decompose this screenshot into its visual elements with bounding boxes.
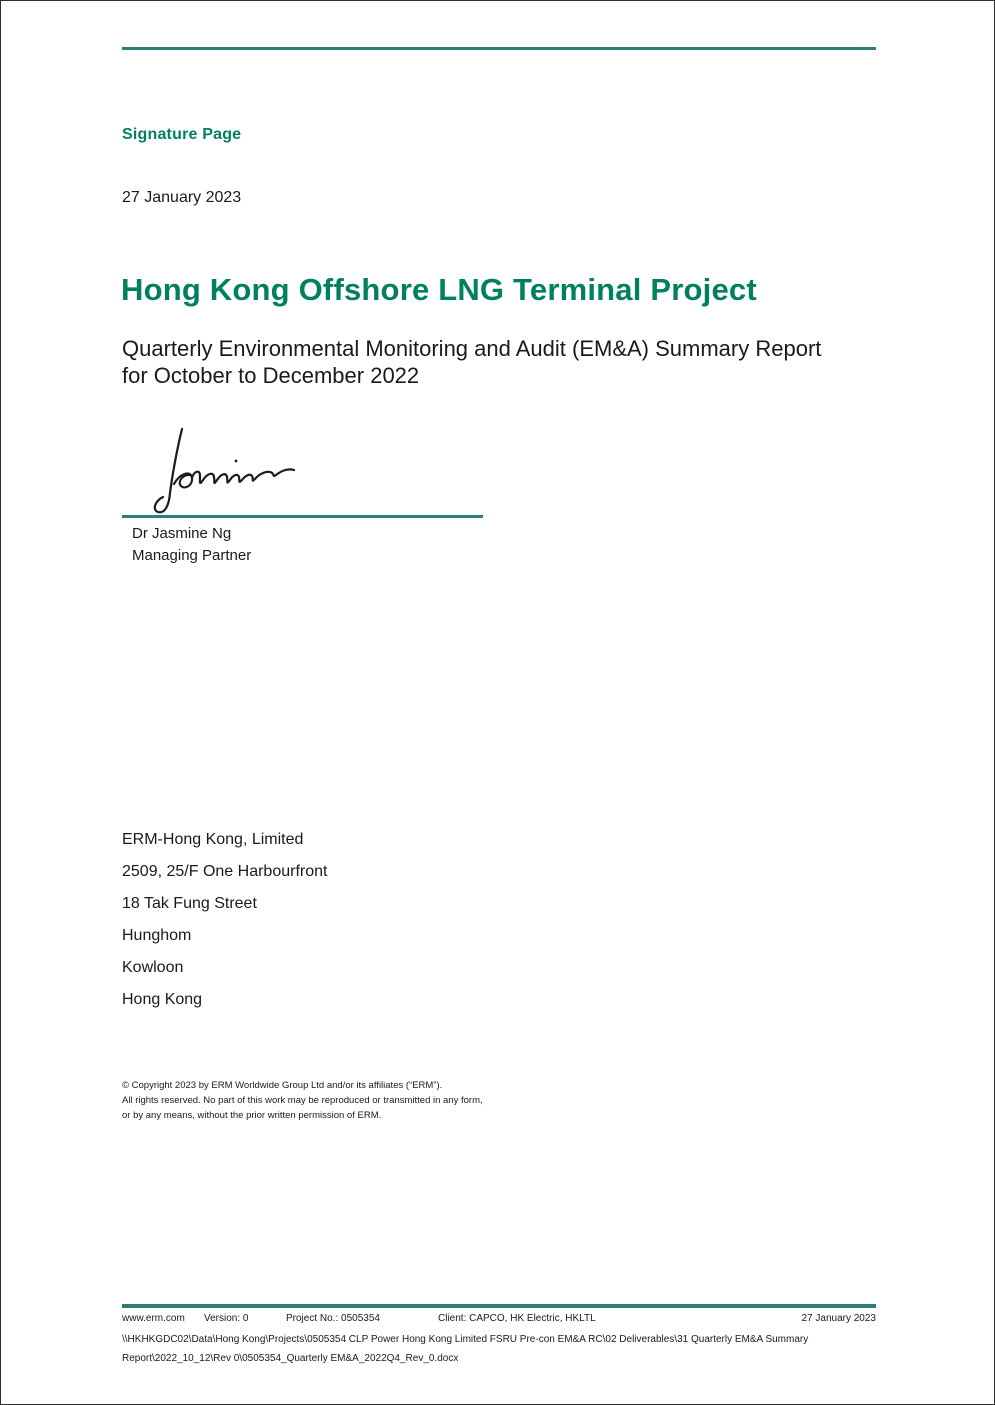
address-line-suite: 2509, 25/F One Harbourfront (122, 863, 328, 880)
address-line-company: ERM-Hong Kong, Limited (122, 831, 304, 848)
footer-client: Client: CAPCO, HK Electric, HKLTL (438, 1313, 596, 1324)
footer-file-path: \\HKHKGDC02\Data\Hong Kong\Projects\0505354 CLP Power Hong Kong Limited FSRU Pre-con EM&A RC\02 Deliverables\31 Quarterly EM&A Summary Report\2022_10_12\Rev 0\0505354_Quarterly EM&A_2022Q4_Rev_0.docx (122, 1334, 809, 1364)
copyright-line2: All rights reserved. No part of this work may be reproduced or transmitted in any form, (122, 1095, 483, 1106)
signatory-title: Managing Partner (132, 547, 252, 564)
document-date: 27 January 2023 (122, 189, 242, 206)
footer-rule (122, 1304, 876, 1308)
copyright-line3: or by any means, without the prior written permission of ERM. (122, 1110, 382, 1121)
report-subtitle-line2: for October to December 2022 (122, 363, 420, 388)
copyright-line1: © Copyright 2023 by ERM Worldwide Group Ltd and/or its affiliates (“ERM”). (122, 1080, 443, 1091)
handwritten-signature-image (139, 427, 299, 519)
header-rule (122, 47, 876, 50)
footer-meta-row (122, 1313, 876, 1327)
address-line-street: 18 Tak Fung Street (122, 895, 257, 912)
footer-website-link[interactable]: www.erm.com (122, 1313, 185, 1324)
report-title: Hong Kong Offshore LNG Terminal Project (121, 272, 757, 307)
report-subtitle-line1: Quarterly Environmental Monitoring and Audit (EM&A) Summary Report (122, 336, 822, 361)
company-address (122, 831, 327, 1023)
signature-line-rule (122, 515, 483, 518)
footer-date: 27 January 2023 (801, 1313, 876, 1324)
footer-version: Version: 0 (204, 1313, 249, 1324)
report-subtitle (122, 335, 821, 389)
footer-project-number: Project No.: 0505354 (286, 1313, 380, 1324)
address-line-territory: Hong Kong (122, 991, 203, 1008)
signature-page-heading: Signature Page (122, 126, 242, 143)
address-line-region: Kowloon (122, 959, 184, 976)
copyright-notice (122, 1078, 483, 1123)
address-line-district: Hunghom (122, 927, 192, 944)
signatory-name: Dr Jasmine Ng (132, 525, 232, 542)
